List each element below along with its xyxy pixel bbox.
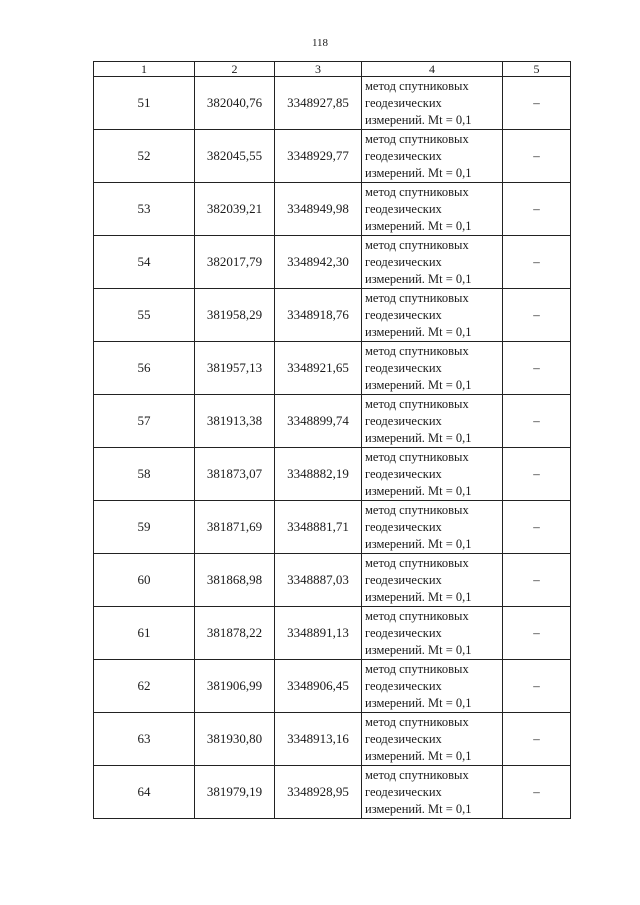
- note-cell: –: [503, 77, 571, 130]
- table-row: [94, 342, 571, 395]
- method-cell: [362, 554, 503, 607]
- method-cell: [362, 713, 503, 766]
- table-row: [94, 236, 571, 289]
- x-coordinate-cell: 382040,76: [195, 77, 275, 130]
- method-line: измерений. Mt = 0,1: [365, 748, 472, 763]
- point-number-cell: 63: [94, 713, 195, 766]
- point-number-cell: 60: [94, 554, 195, 607]
- y-coordinate-cell: 3348921,65: [275, 342, 362, 395]
- method-line: геодезических: [365, 201, 442, 216]
- y-coordinate-cell: 3348881,71: [275, 501, 362, 554]
- page-number: 118: [311, 37, 329, 49]
- table-header: [94, 62, 571, 77]
- method-cell: [362, 448, 503, 501]
- method-cell: [362, 183, 503, 236]
- note-cell: –: [503, 236, 571, 289]
- method-line: геодезических: [365, 466, 442, 481]
- method-cell: [362, 660, 503, 713]
- method-cell: [362, 395, 503, 448]
- method-line: геодезических: [365, 678, 442, 693]
- table-row: [94, 660, 571, 713]
- table-row: [94, 77, 571, 130]
- x-coordinate-cell: 382045,55: [195, 130, 275, 183]
- note-cell: –: [503, 448, 571, 501]
- method-line: геодезических: [365, 625, 442, 640]
- y-coordinate-cell: 3348913,16: [275, 713, 362, 766]
- header-col-4: 4: [362, 62, 503, 77]
- method-line: геодезических: [365, 254, 442, 269]
- point-number-cell: 54: [94, 236, 195, 289]
- method-line: измерений. Mt = 0,1: [365, 430, 472, 445]
- method-line: метод спутниковых: [365, 78, 469, 93]
- x-coordinate-cell: 382017,79: [195, 236, 275, 289]
- method-line: измерений. Mt = 0,1: [365, 112, 472, 127]
- method-line: геодезических: [365, 519, 442, 534]
- method-line: измерений. Mt = 0,1: [365, 218, 472, 233]
- method-line: измерений. Mt = 0,1: [365, 589, 472, 604]
- method-line: геодезических: [365, 95, 442, 110]
- x-coordinate-cell: 382039,21: [195, 183, 275, 236]
- point-number-cell: 59: [94, 501, 195, 554]
- table-row: [94, 183, 571, 236]
- header-col-2: 2: [195, 62, 275, 77]
- note-cell: –: [503, 289, 571, 342]
- method-cell: [362, 289, 503, 342]
- x-coordinate-cell: 381871,69: [195, 501, 275, 554]
- method-line: метод спутниковых: [365, 343, 469, 358]
- method-cell: [362, 236, 503, 289]
- method-line: геодезических: [365, 731, 442, 746]
- method-line: метод спутниковых: [365, 661, 469, 676]
- method-line: метод спутниковых: [365, 767, 469, 782]
- method-line: метод спутниковых: [365, 396, 469, 411]
- header-col-3: 3: [275, 62, 362, 77]
- coordinates-table: [93, 61, 571, 819]
- note-cell: –: [503, 766, 571, 819]
- method-line: геодезических: [365, 307, 442, 322]
- x-coordinate-cell: 381906,99: [195, 660, 275, 713]
- point-number-cell: 53: [94, 183, 195, 236]
- method-line: метод спутниковых: [365, 714, 469, 729]
- method-line: измерений. Mt = 0,1: [365, 483, 472, 498]
- x-coordinate-cell: 381930,80: [195, 713, 275, 766]
- table-row: [94, 554, 571, 607]
- y-coordinate-cell: 3348927,85: [275, 77, 362, 130]
- point-number-cell: 62: [94, 660, 195, 713]
- table-body: [94, 77, 571, 819]
- method-line: метод спутниковых: [365, 449, 469, 464]
- note-cell: –: [503, 554, 571, 607]
- x-coordinate-cell: 381913,38: [195, 395, 275, 448]
- x-coordinate-cell: 381979,19: [195, 766, 275, 819]
- point-number-cell: 61: [94, 607, 195, 660]
- table-row: [94, 395, 571, 448]
- method-line: геодезических: [365, 360, 442, 375]
- method-line: измерений. Mt = 0,1: [365, 536, 472, 551]
- point-number-cell: 51: [94, 77, 195, 130]
- table-row: [94, 130, 571, 183]
- note-cell: –: [503, 660, 571, 713]
- method-line: геодезических: [365, 784, 442, 799]
- method-cell: [362, 130, 503, 183]
- x-coordinate-cell: 381957,13: [195, 342, 275, 395]
- method-line: геодезических: [365, 413, 442, 428]
- note-cell: –: [503, 183, 571, 236]
- method-line: метод спутниковых: [365, 184, 469, 199]
- point-number-cell: 57: [94, 395, 195, 448]
- method-line: измерений. Mt = 0,1: [365, 377, 472, 392]
- x-coordinate-cell: 381868,98: [195, 554, 275, 607]
- y-coordinate-cell: 3348918,76: [275, 289, 362, 342]
- note-cell: –: [503, 342, 571, 395]
- method-line: измерений. Mt = 0,1: [365, 801, 472, 816]
- table-row: [94, 766, 571, 819]
- header-row: [94, 62, 571, 77]
- note-cell: –: [503, 130, 571, 183]
- method-cell: [362, 766, 503, 819]
- point-number-cell: 52: [94, 130, 195, 183]
- method-line: метод спутниковых: [365, 237, 469, 252]
- point-number-cell: 55: [94, 289, 195, 342]
- method-line: измерений. Mt = 0,1: [365, 324, 472, 339]
- method-line: измерений. Mt = 0,1: [365, 165, 472, 180]
- point-number-cell: 58: [94, 448, 195, 501]
- method-line: метод спутниковых: [365, 555, 469, 570]
- note-cell: –: [503, 713, 571, 766]
- table-row: [94, 289, 571, 342]
- method-cell: [362, 342, 503, 395]
- note-cell: –: [503, 607, 571, 660]
- method-line: геодезических: [365, 572, 442, 587]
- header-col-5: 5: [503, 62, 571, 77]
- method-line: измерений. Mt = 0,1: [365, 271, 472, 286]
- header-col-1: 1: [94, 62, 195, 77]
- y-coordinate-cell: 3348906,45: [275, 660, 362, 713]
- table-row: [94, 501, 571, 554]
- method-cell: [362, 77, 503, 130]
- method-line: геодезических: [365, 148, 442, 163]
- point-number-cell: 56: [94, 342, 195, 395]
- x-coordinate-cell: 381873,07: [195, 448, 275, 501]
- y-coordinate-cell: 3348928,95: [275, 766, 362, 819]
- method-cell: [362, 501, 503, 554]
- table-row: [94, 607, 571, 660]
- y-coordinate-cell: 3348899,74: [275, 395, 362, 448]
- method-line: метод спутниковых: [365, 608, 469, 623]
- y-coordinate-cell: 3348949,98: [275, 183, 362, 236]
- point-number-cell: 64: [94, 766, 195, 819]
- x-coordinate-cell: 381878,22: [195, 607, 275, 660]
- note-cell: –: [503, 501, 571, 554]
- table-row: [94, 448, 571, 501]
- y-coordinate-cell: 3348929,77: [275, 130, 362, 183]
- y-coordinate-cell: 3348882,19: [275, 448, 362, 501]
- y-coordinate-cell: 3348887,03: [275, 554, 362, 607]
- method-line: измерений. Mt = 0,1: [365, 642, 472, 657]
- method-line: метод спутниковых: [365, 290, 469, 305]
- method-line: измерений. Mt = 0,1: [365, 695, 472, 710]
- x-coordinate-cell: 381958,29: [195, 289, 275, 342]
- table-row: [94, 713, 571, 766]
- y-coordinate-cell: 3348942,30: [275, 236, 362, 289]
- note-cell: –: [503, 395, 571, 448]
- method-cell: [362, 607, 503, 660]
- method-line: метод спутниковых: [365, 502, 469, 517]
- method-line: метод спутниковых: [365, 131, 469, 146]
- y-coordinate-cell: 3348891,13: [275, 607, 362, 660]
